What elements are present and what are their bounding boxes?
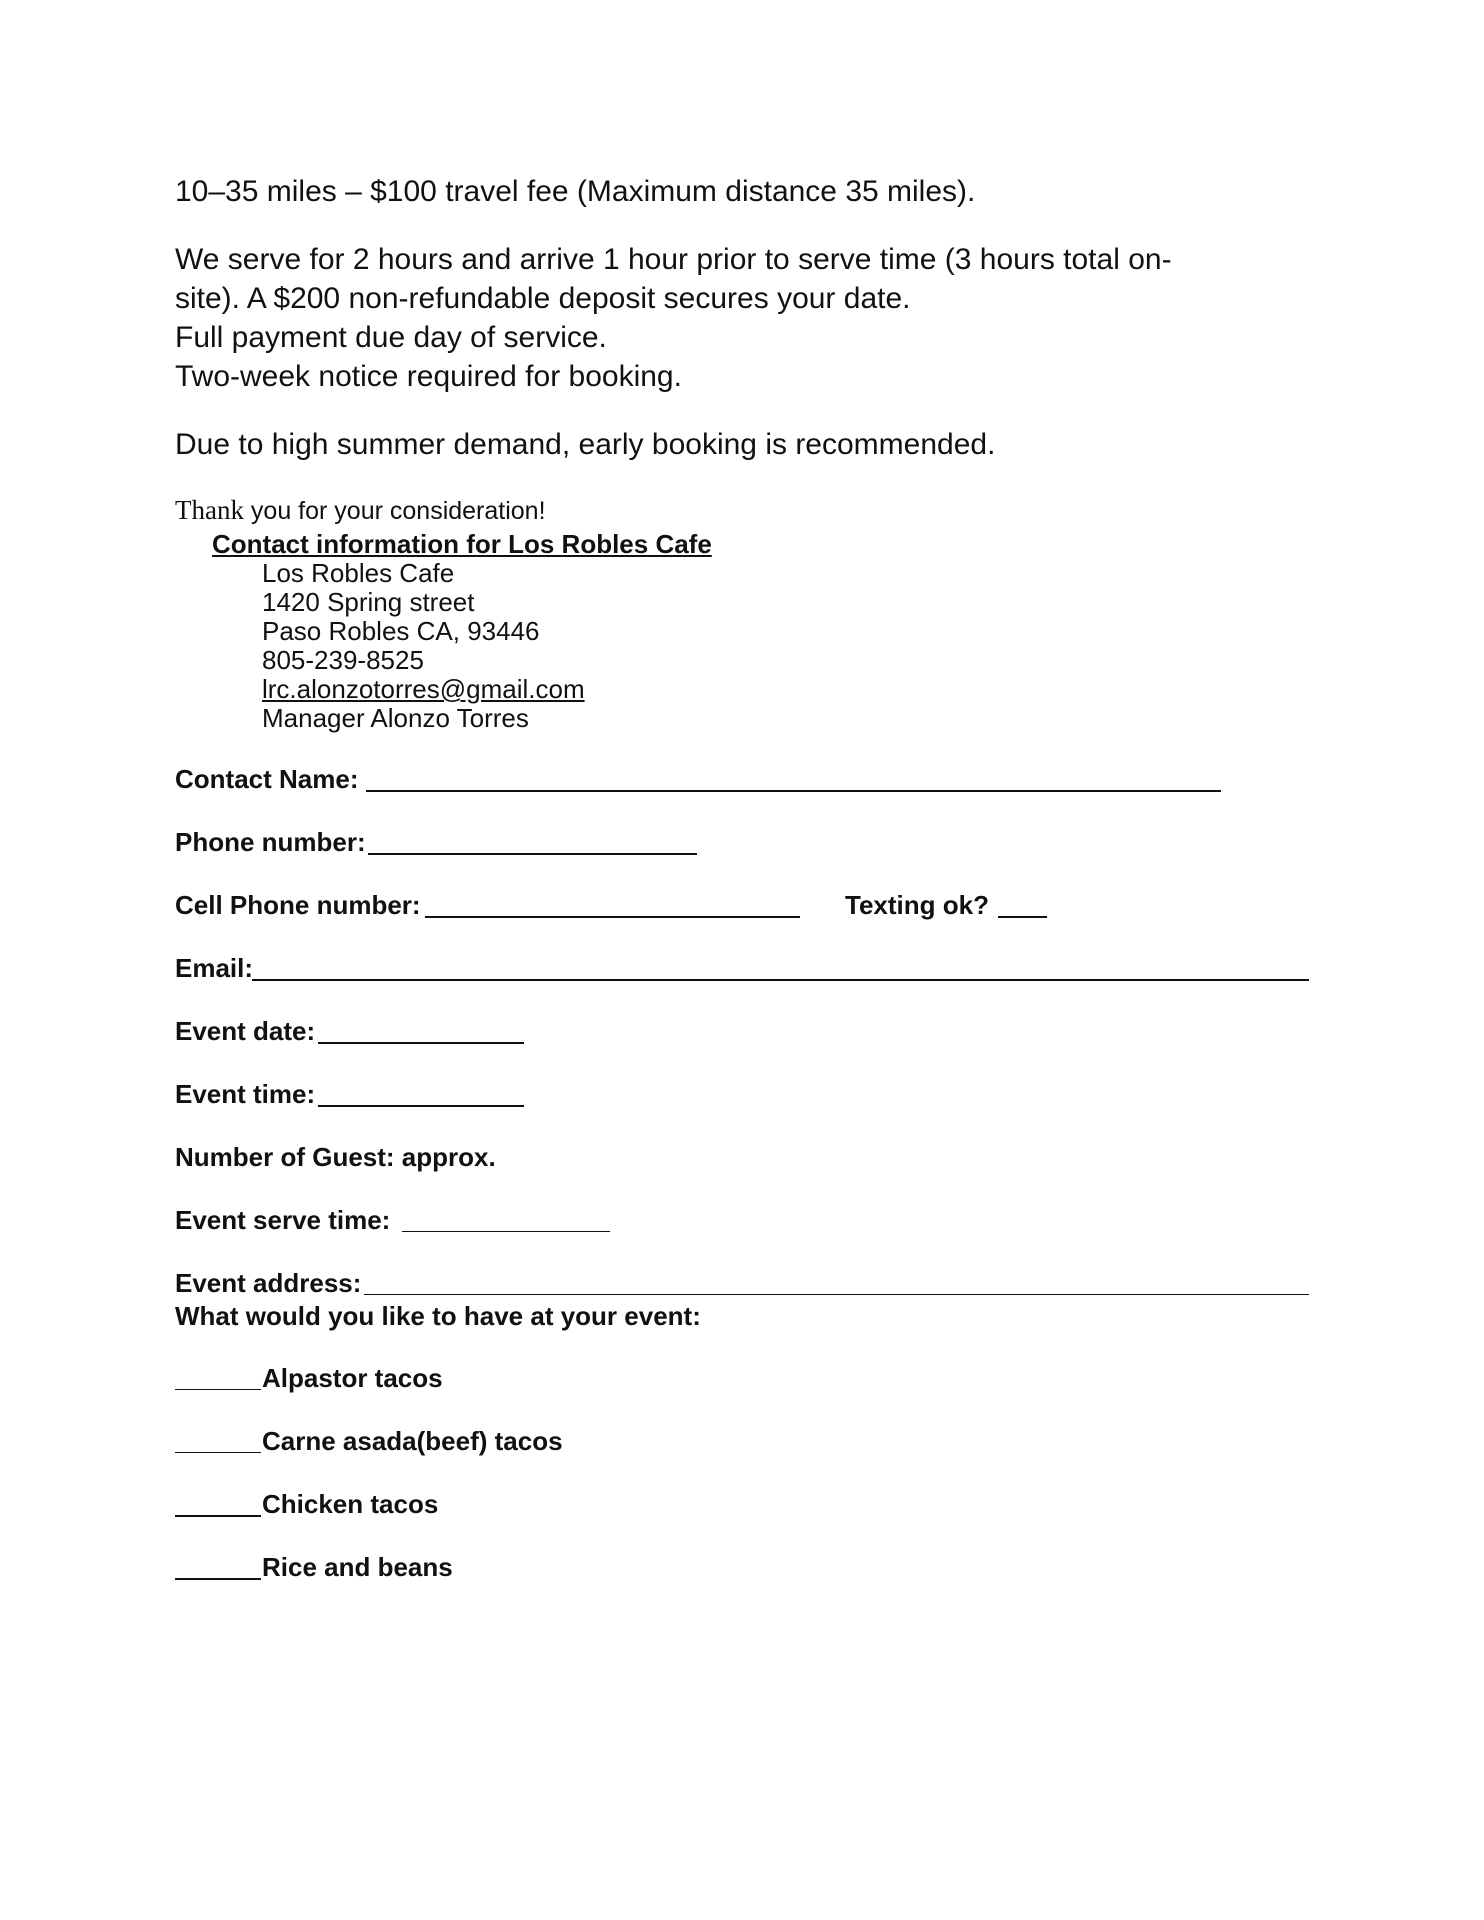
contact-manager: Manager Alonzo Torres <box>262 703 529 733</box>
menu-item-label: Carne asada(beef) tacos <box>262 1426 563 1456</box>
contact-name-label: Contact Name: <box>175 764 359 794</box>
menu-item-blank[interactable] <box>175 1452 261 1453</box>
contact-city: Paso Robles CA, 93446 <box>262 616 540 646</box>
contact-phone: 805-239-8525 <box>262 645 424 675</box>
phone-number-field[interactable] <box>368 853 697 855</box>
serve-time-label: Event serve time: <box>175 1205 391 1235</box>
menu-item-blank[interactable] <box>175 1578 261 1580</box>
cell-phone-label: Cell Phone number: <box>175 890 421 920</box>
menu-item-label: Alpastor tacos <box>262 1363 443 1393</box>
menu-question-label: What would you like to have at your event: <box>175 1301 701 1331</box>
travel-fee-text: 10–35 miles – $100 travel fee (Maximum distance 35 miles). <box>175 175 976 208</box>
texting-ok-label: Texting ok? <box>845 890 989 920</box>
event-time-label: Event time: <box>175 1079 316 1109</box>
contact-heading: Contact information for Los Robles Cafe <box>212 529 712 559</box>
contact-email-link[interactable]: lrc.alonzotorres@gmail.com <box>262 674 585 704</box>
event-time-field[interactable] <box>318 1105 524 1107</box>
payment-text: Full payment due day of service. <box>175 321 607 354</box>
contact-business-name: Los Robles Cafe <box>262 558 455 588</box>
service-text-line1: We serve for 2 hours and arrive 1 hour prior to serve time (3 hours total on- <box>175 243 1172 276</box>
texting-ok-field[interactable] <box>998 916 1047 918</box>
contact-name-field[interactable] <box>366 790 1221 792</box>
service-text-line2: site). A $200 non-refundable deposit secures your date. <box>175 282 911 315</box>
notice-text: Two-week notice required for booking. <box>175 360 682 393</box>
contact-street: 1420 Spring street <box>262 587 475 617</box>
event-address-field[interactable] <box>364 1294 1309 1295</box>
menu-item-blank[interactable] <box>175 1389 261 1390</box>
email-label: Email: <box>175 953 254 983</box>
serve-time-field[interactable] <box>402 1231 610 1232</box>
menu-item-label: Chicken tacos <box>262 1489 439 1519</box>
menu-item-blank[interactable] <box>175 1515 261 1517</box>
thank-rest: you for your consideration! <box>243 497 546 525</box>
phone-number-label: Phone number: <box>175 827 366 857</box>
guests-label: Number of Guest: approx. <box>175 1142 496 1172</box>
event-date-label: Event date: <box>175 1016 316 1046</box>
event-address-label: Event address: <box>175 1268 362 1298</box>
thank-word: Thank <box>175 495 244 525</box>
event-date-field[interactable] <box>318 1042 524 1044</box>
menu-item-label: Rice and beans <box>262 1552 453 1582</box>
cell-phone-field[interactable] <box>425 916 800 918</box>
thank-you-text <box>175 495 546 526</box>
email-field[interactable] <box>252 979 1309 981</box>
summer-text: Due to high summer demand, early booking is recommended. <box>175 428 996 461</box>
